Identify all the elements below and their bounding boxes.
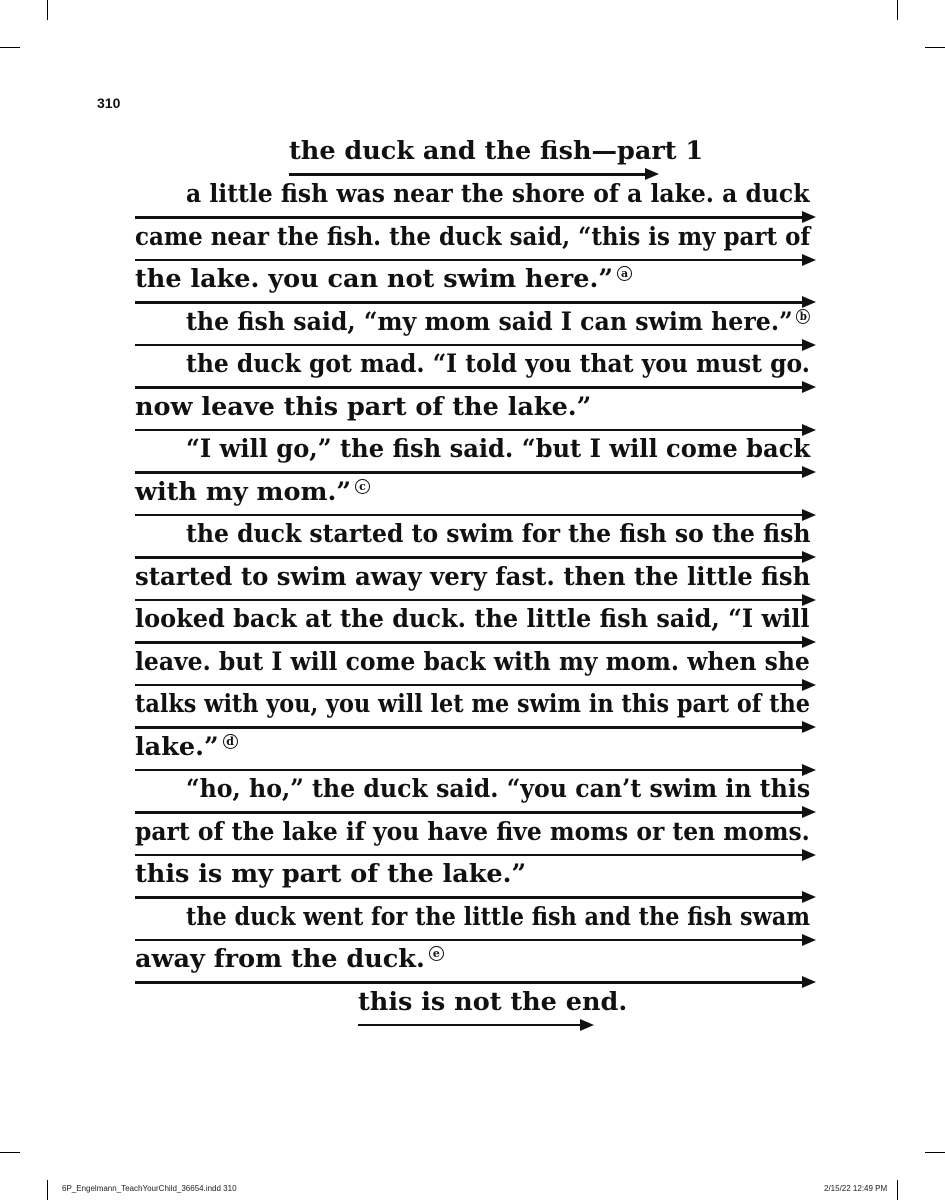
story-line-text	[135, 222, 810, 252]
story-line-text	[135, 732, 238, 762]
crop-mark	[47, 1180, 48, 1200]
story-line-text	[186, 349, 810, 379]
crop-mark	[897, 0, 898, 20]
crop-mark	[47, 0, 48, 20]
story-line-words: talks with you, you will let me swim in this part of the	[135, 689, 811, 719]
story-line-words: started to swim away very fast. then the little fish	[135, 561, 811, 592]
story-line-text	[186, 519, 810, 549]
story-line-words: part of the lake if you have five moms or ten moms.	[135, 816, 810, 847]
story-line-text	[135, 562, 810, 592]
reading-arrow	[135, 768, 816, 772]
story-line	[0, 477, 945, 519]
story-line	[0, 222, 945, 264]
story-line	[0, 774, 945, 816]
reading-arrow	[135, 683, 816, 687]
reading-arrow	[135, 938, 816, 942]
story-line-text	[186, 774, 810, 804]
story-line	[0, 349, 945, 391]
reading-arrow	[135, 725, 816, 729]
story-line-words: the duck went for the little fish and the fish swam	[186, 901, 810, 932]
reading-arrow	[135, 470, 816, 474]
reading-arrow	[135, 555, 816, 559]
story-line-words: “I will go,” the fish said. “but I will come back	[186, 434, 811, 464]
story-line-words: leave. but I will come back with my mom. when she	[135, 646, 810, 677]
story-line-words: this is my part of the lake.”	[135, 859, 527, 889]
story-line	[0, 647, 945, 689]
footer-date: 2/15/22 12:49 PM	[824, 1184, 888, 1193]
story-line-words: the fish said, “my mom said I can swim here.”	[186, 306, 793, 337]
reading-arrow	[289, 172, 659, 176]
story-line-text	[186, 434, 810, 464]
reading-arrow	[135, 300, 816, 304]
story-line-words: with my mom.”	[135, 476, 352, 507]
story-line	[0, 859, 945, 901]
story-line-words: the duck got mad. “I told you that you must go.	[186, 349, 810, 379]
story-line	[0, 902, 945, 944]
story-line	[0, 562, 945, 604]
story-line-text	[135, 647, 810, 677]
reading-arrow	[358, 1023, 594, 1027]
story-line-text	[135, 817, 810, 847]
reading-arrow	[135, 513, 816, 517]
story-line-words: “ho, ho,” the duck said. “you can’t swim in this	[186, 774, 811, 804]
crop-mark	[0, 47, 20, 48]
reading-arrow	[135, 258, 816, 262]
question-marker: d	[223, 734, 238, 749]
crop-mark	[0, 1152, 20, 1153]
page-number: 310	[97, 95, 121, 111]
story-line-text	[186, 902, 810, 932]
story-line-text	[135, 604, 809, 634]
question-marker: c	[355, 479, 370, 494]
crop-mark	[925, 1152, 945, 1153]
reading-arrow	[135, 640, 816, 644]
reading-arrow	[135, 385, 816, 389]
story-line	[0, 944, 945, 986]
story-line-text	[135, 689, 810, 719]
question-marker: b	[796, 309, 810, 324]
story-line	[0, 689, 945, 731]
crop-mark	[925, 47, 945, 48]
crop-mark	[897, 1180, 898, 1200]
reading-arrow	[135, 428, 816, 432]
story-title	[0, 136, 945, 178]
story-line-words: away from the duck.	[135, 944, 425, 974]
story-line-words: the lake. you can not swim here.”	[135, 264, 614, 294]
reading-arrow	[135, 895, 816, 899]
story-line	[0, 434, 945, 476]
story-line-text	[135, 944, 444, 974]
story-ending	[0, 987, 945, 1029]
question-marker: e	[429, 946, 444, 961]
story-line	[0, 392, 945, 434]
reading-arrow	[135, 810, 816, 814]
story-line-text	[135, 859, 526, 889]
reading-arrow	[135, 598, 816, 602]
story-line-words: now leave this part of the lake.”	[135, 391, 592, 422]
story-line	[0, 179, 945, 221]
story-ending-text: this is not the end.	[358, 986, 628, 1017]
story-line	[0, 604, 945, 646]
story-line-text	[186, 179, 809, 209]
reading-arrow	[135, 853, 816, 857]
story-title-text: the duck and the fish—part 1	[289, 136, 704, 166]
footer-file: 6P_Engelmann_TeachYourChild_36654.indd 310	[62, 1184, 237, 1193]
story-line-words: came near the fish. the duck said, “this is my part of	[135, 221, 811, 252]
story-line-text	[135, 477, 370, 507]
story-line	[0, 817, 945, 859]
story-line-words: lake.”	[135, 731, 219, 762]
story-line-words: looked back at the duck. the little fish said, “I will	[135, 604, 810, 634]
reading-arrow	[135, 215, 816, 219]
story-line	[0, 519, 945, 561]
story-line	[0, 307, 945, 349]
story-line	[0, 264, 945, 306]
story-line-text	[186, 307, 810, 337]
reading-arrow	[135, 343, 816, 347]
story-line-text	[135, 392, 591, 422]
story-line-words: a little fish was near the shore of a lake. a duck	[186, 179, 810, 209]
question-marker: a	[617, 266, 632, 281]
story-line-words: the duck started to swim for the fish so the fish	[186, 519, 811, 549]
story-line-text	[135, 264, 632, 294]
reading-arrow	[135, 980, 816, 984]
story-line	[0, 732, 945, 774]
